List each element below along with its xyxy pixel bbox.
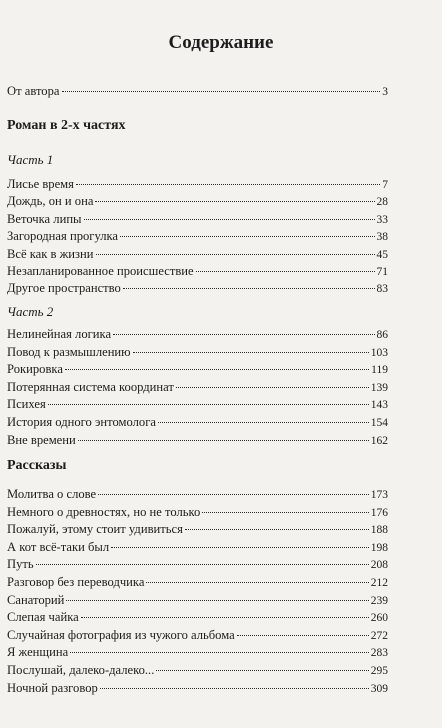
toc-entry-title: Другое пространство bbox=[7, 281, 121, 296]
toc-entry[interactable] bbox=[7, 644, 388, 660]
toc-entry-title: Случайная фотография из чужого альбома bbox=[7, 627, 235, 642]
toc-entry-page: 176 bbox=[370, 506, 388, 519]
toc-entry-title: А кот всё-таки был bbox=[7, 539, 110, 554]
toc-entry-title: Всё как в жизни bbox=[7, 246, 94, 261]
toc-entry-page: 260 bbox=[370, 612, 388, 625]
toc-entry-title: Психея bbox=[7, 397, 46, 412]
dot-leader bbox=[196, 271, 375, 272]
toc-entry[interactable] bbox=[7, 326, 388, 342]
dot-leader bbox=[36, 564, 369, 565]
toc-entry-page: 208 bbox=[370, 559, 388, 572]
dot-leader bbox=[66, 600, 368, 601]
dot-leader bbox=[98, 494, 369, 495]
toc-entry-title: Незапланированное происшествие bbox=[7, 264, 194, 278]
dot-leader bbox=[176, 387, 369, 388]
toc-entry-page: 83 bbox=[376, 283, 388, 296]
dot-leader bbox=[202, 512, 368, 513]
toc-entry-title: От автора bbox=[7, 84, 60, 98]
toc-entry[interactable] bbox=[7, 574, 388, 590]
dot-leader bbox=[65, 369, 369, 370]
toc-entry-page: 3 bbox=[382, 86, 388, 98]
dot-leader bbox=[76, 184, 380, 185]
toc-entry-page: 28 bbox=[376, 196, 388, 209]
toc-entry[interactable] bbox=[7, 539, 388, 555]
dot-leader bbox=[70, 652, 369, 653]
toc-entry[interactable] bbox=[7, 246, 388, 262]
dot-leader bbox=[158, 422, 369, 423]
dot-leader bbox=[96, 254, 375, 255]
toc-entry[interactable] bbox=[7, 556, 388, 572]
toc-entry[interactable] bbox=[7, 228, 388, 244]
toc-entry-title: Пожалуй, этому стоит удивиться bbox=[7, 522, 183, 537]
toc-entry-page: 119 bbox=[371, 364, 388, 377]
toc-entry-title: Молитва о слове bbox=[7, 487, 97, 501]
toc-entry-title: Разговор без переводчика bbox=[7, 575, 145, 589]
toc-entry-page: 188 bbox=[370, 524, 388, 537]
toc-entry[interactable] bbox=[7, 263, 388, 279]
toc-entry-title: Нелинейная логика bbox=[7, 327, 112, 341]
toc-entry[interactable] bbox=[7, 680, 388, 696]
toc-entry-page: 309 bbox=[370, 682, 388, 695]
toc-entry[interactable] bbox=[7, 361, 388, 377]
dot-leader bbox=[84, 219, 375, 220]
toc-entry-page: 295 bbox=[370, 665, 388, 677]
dot-leader bbox=[100, 688, 369, 689]
toc-entry-page: 7 bbox=[382, 179, 388, 191]
toc-entry-title: Я женщина bbox=[7, 645, 69, 660]
toc-entry[interactable] bbox=[7, 379, 388, 395]
toc-entry-page: 283 bbox=[370, 647, 388, 660]
dot-leader bbox=[120, 236, 374, 237]
toc-entry[interactable] bbox=[7, 176, 388, 192]
toc-entry-title: Слепая чайка bbox=[7, 610, 79, 625]
toc-entry-title: Загородная прогулка bbox=[7, 229, 119, 244]
toc-entry[interactable] bbox=[7, 414, 388, 430]
dot-leader bbox=[146, 582, 368, 583]
dot-leader bbox=[113, 334, 374, 335]
toc-entry-page: 139 bbox=[370, 381, 388, 394]
toc-entry-page: 212 bbox=[370, 577, 388, 589]
toc-entry-title: Санаторий bbox=[7, 592, 65, 607]
toc-entry-page: 162 bbox=[370, 434, 388, 447]
toc-entry-title: Вне времени bbox=[7, 432, 76, 447]
toc-entry[interactable] bbox=[7, 592, 388, 608]
toc-entry-page: 45 bbox=[376, 248, 388, 261]
dot-leader bbox=[133, 352, 369, 353]
toc-entry-title: Веточка липы bbox=[7, 211, 82, 226]
toc-entry-title: Дождь, он и она bbox=[7, 194, 94, 209]
toc-entry-page: 143 bbox=[370, 399, 388, 412]
toc-entry[interactable] bbox=[7, 627, 388, 643]
toc-entry-page: 272 bbox=[370, 629, 388, 642]
dot-leader bbox=[81, 617, 369, 618]
toc-entry-title: Послушай, далеко-далеко... bbox=[7, 663, 155, 677]
toc-entry-page: 154 bbox=[370, 417, 388, 429]
toc-entry-title: История одного энтомолога bbox=[7, 415, 156, 429]
toc-entry-intro[interactable] bbox=[7, 83, 388, 99]
toc-entry-title: Ночной разговор bbox=[7, 680, 98, 695]
toc-entry-title: Немного о древностях, но не только bbox=[7, 504, 201, 519]
toc-entry[interactable] bbox=[7, 396, 388, 412]
dot-leader bbox=[78, 440, 369, 441]
toc-entry[interactable] bbox=[7, 344, 388, 360]
toc-entry-page: 33 bbox=[376, 213, 388, 226]
toc-entry[interactable] bbox=[7, 504, 388, 520]
toc-entry[interactable] bbox=[7, 486, 388, 502]
dot-leader bbox=[156, 670, 368, 671]
dot-leader bbox=[185, 529, 369, 530]
toc-entry-page: 103 bbox=[370, 346, 388, 359]
toc-entry-title: Повод к размышлению bbox=[7, 344, 131, 359]
toc-entry[interactable] bbox=[7, 521, 388, 537]
toc-entry-page: 86 bbox=[376, 329, 388, 341]
toc-entry[interactable] bbox=[7, 211, 388, 227]
dot-leader bbox=[62, 91, 381, 92]
part-heading-1: Часть 1 bbox=[7, 152, 54, 167]
toc-entry-title: Рокировка bbox=[7, 362, 63, 377]
toc-entry-page: 198 bbox=[370, 541, 388, 554]
dot-leader bbox=[111, 547, 369, 548]
dot-leader bbox=[48, 404, 369, 405]
dot-leader bbox=[237, 635, 369, 636]
toc-entry-page: 173 bbox=[370, 489, 388, 501]
section-heading-stories: Рассказы bbox=[7, 458, 67, 473]
toc-entry[interactable] bbox=[7, 609, 388, 625]
toc-entry-title: Лисье время bbox=[7, 177, 74, 191]
toc-entry-page: 71 bbox=[376, 266, 388, 278]
toc-entry[interactable] bbox=[7, 193, 388, 209]
dot-leader bbox=[95, 201, 374, 202]
toc-entry-title: Путь bbox=[7, 557, 34, 572]
page-title: Содержание bbox=[168, 32, 274, 53]
toc-entry[interactable] bbox=[7, 280, 388, 296]
section-heading-novel: Роман в 2-х частях bbox=[7, 118, 126, 133]
toc-entry[interactable] bbox=[7, 432, 388, 448]
dot-leader bbox=[123, 288, 375, 289]
toc-entry-title: Потерянная система координат bbox=[7, 379, 174, 394]
toc-entry-page: 38 bbox=[376, 231, 388, 244]
toc-entry[interactable] bbox=[7, 662, 388, 678]
part-heading-2: Часть 2 bbox=[7, 304, 54, 319]
toc-entry-page: 239 bbox=[370, 594, 388, 607]
